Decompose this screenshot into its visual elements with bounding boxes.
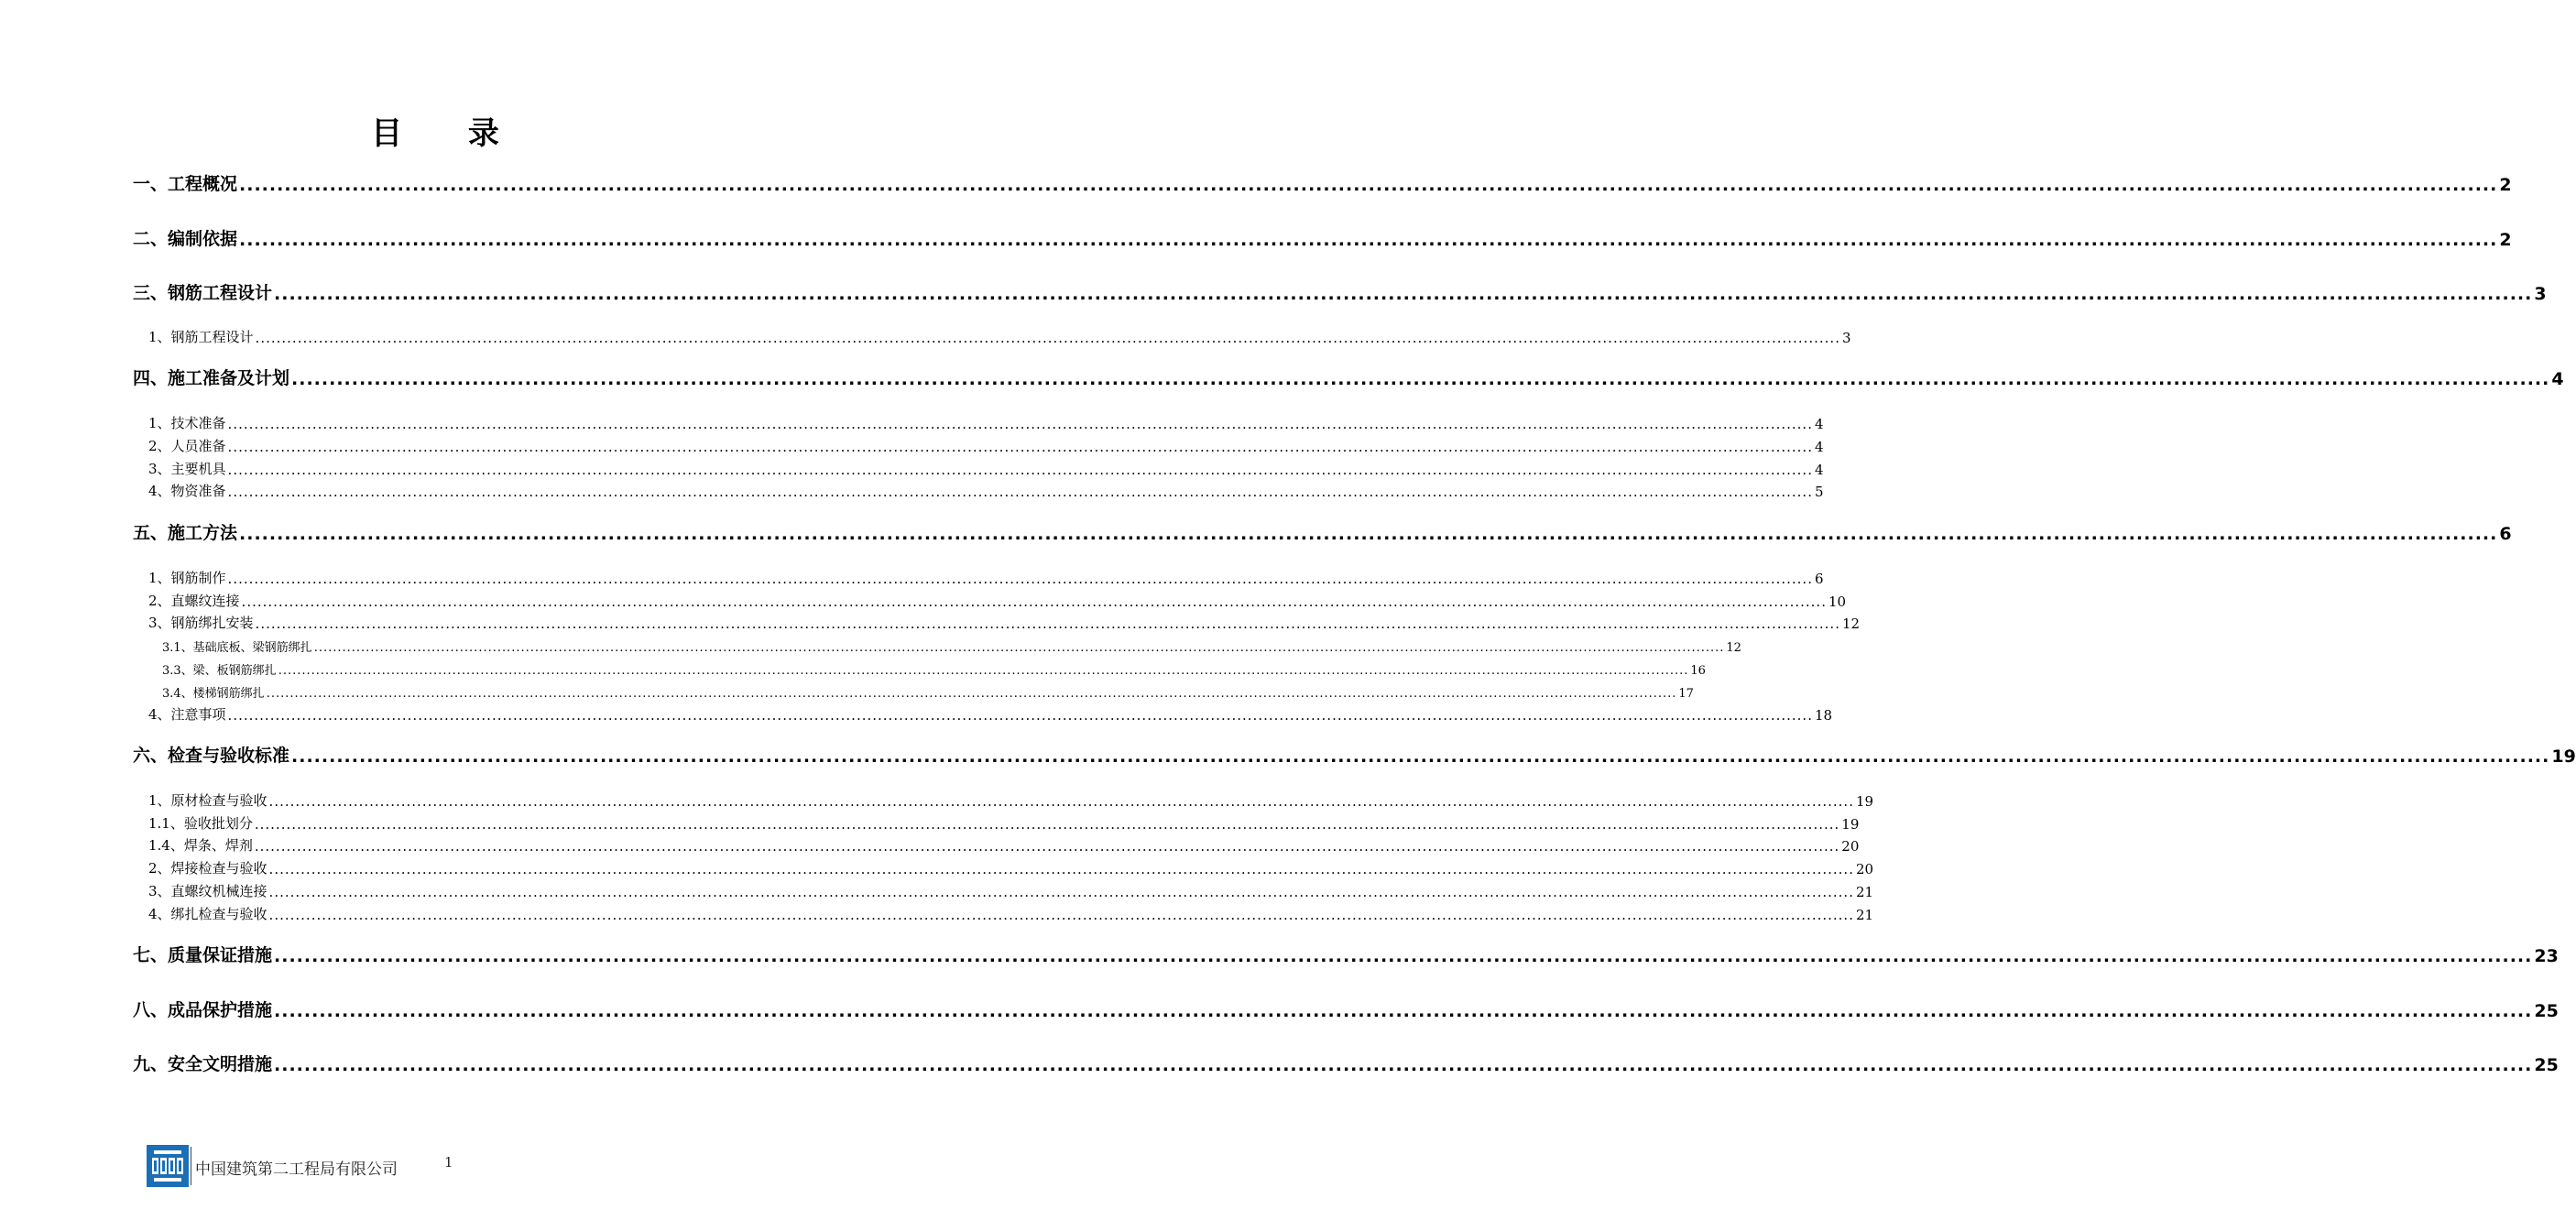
toc-entry-label: 4、注意事项 — [148, 706, 226, 723]
toc-leader-dots: ............................................................................................................................................................................................................................................................................................................ — [291, 746, 2550, 767]
toc-entry-label: 九、安全文明措施 — [133, 1054, 273, 1074]
toc-entry-page: 17 — [1678, 687, 1694, 701]
toc-leader-dots: ............................................................................................................................................................................................................................................................................................................ — [254, 816, 1840, 833]
toc-entry-page: 18 — [1814, 707, 1833, 724]
footer-company-name: 中国建筑第二工程局有限公司 — [195, 1160, 398, 1179]
toc-entry-page: 25 — [2534, 1001, 2559, 1021]
toc-leader-dots: ............................................................................................................................................................................................................................................................................................................ — [254, 838, 1840, 855]
toc-leader-dots: ............................................................................................................................................................................................................................................................................................................ — [227, 439, 1813, 455]
toc-entry-page: 3 — [2534, 284, 2547, 304]
toc-entry[interactable] — [133, 226, 2512, 250]
toc-entry[interactable] — [148, 877, 1874, 900]
toc-entry[interactable] — [148, 854, 1874, 877]
toc-leader-dots: ............................................................................................................................................................................................................................................................................................................ — [268, 861, 1854, 877]
toc-leader-dots: ............................................................................................................................................................................................................................................................................................................ — [227, 707, 1813, 724]
toc-entry-label: 七、质量保证措施 — [133, 945, 273, 965]
toc-entry-label: 3、主要机具 — [148, 461, 226, 477]
toc-leader-dots: ............................................................................................................................................................................................................................................................................................................ — [266, 687, 1677, 701]
toc-entry-label: 六、检查与验收标准 — [133, 746, 290, 766]
toc-leader-dots: ............................................................................................................................................................................................................................................................................................................ — [268, 793, 1854, 810]
toc-entry[interactable] — [148, 454, 1824, 478]
toc-entry[interactable] — [162, 654, 1706, 678]
toc-entry-label: 二、编制依据 — [133, 229, 238, 249]
toc-entry-label: 一、工程概况 — [133, 174, 238, 194]
toc-entry[interactable] — [148, 700, 1833, 724]
toc-entry-page: 4 — [1814, 416, 1824, 432]
toc-entry-page: 20 — [1855, 861, 1874, 877]
toc-entry[interactable] — [133, 520, 2512, 544]
toc-entry[interactable] — [162, 631, 1741, 655]
toc-entry[interactable] — [162, 677, 1694, 701]
toc-entry[interactable] — [148, 899, 1874, 923]
toc-entry-page: 20 — [1841, 838, 1860, 855]
toc-entry-label: 1、技术准备 — [148, 415, 226, 431]
toc-entry-page: 2 — [2499, 230, 2512, 250]
footer-page-number: 1 — [444, 1154, 453, 1171]
toc-entry-label: 2、焊接检查与验收 — [148, 860, 267, 877]
toc-leader-dots: ............................................................................................................................................................................................................................................................................................................ — [278, 664, 1689, 678]
toc-entry-page: 16 — [1690, 664, 1706, 678]
toc-entry-label: 四、施工准备及计划 — [133, 368, 290, 388]
toc-leader-dots: ............................................................................................................................................................................................................................................................................................................ — [239, 230, 2498, 250]
toc-leader-dots: ............................................................................................................................................................................................................................................................................................................ — [291, 369, 2550, 389]
toc-entry[interactable] — [133, 942, 2559, 966]
toc-entry-label: 1、原材检查与验收 — [148, 792, 267, 809]
toc-entry-page: 25 — [2534, 1055, 2559, 1075]
toc-leader-dots: ............................................................................................................................................................................................................................................................................................................ — [255, 330, 1840, 346]
toc-entry[interactable] — [148, 476, 1824, 500]
toc-leader-dots: ............................................................................................................................................................................................................................................................................................................ — [274, 1055, 2533, 1075]
toc-entry-page: 4 — [2551, 369, 2564, 389]
toc-entry-page: 12 — [1841, 616, 1861, 632]
toc-entry-label: 4、绑扎检查与验收 — [148, 906, 267, 922]
toc-entry-label: 3.1、基础底板、梁钢筋绑扎 — [162, 641, 312, 655]
toc-entry-page: 19 — [1855, 793, 1874, 810]
toc-entry[interactable] — [148, 608, 1861, 632]
toc-entry-page: 2 — [2499, 175, 2512, 195]
toc-entry-label: 3、钢筋绑扎安装 — [148, 615, 254, 631]
toc-entry-page: 10 — [1828, 594, 1847, 610]
toc-entry-page: 23 — [2534, 946, 2559, 966]
toc-entry[interactable] — [133, 743, 2576, 767]
toc-leader-dots: ............................................................................................................................................................................................................................................................................................................ — [274, 946, 2533, 966]
toc-leader-dots: ............................................................................................................................................................................................................................................................................................................ — [268, 907, 1854, 923]
toc-entry[interactable] — [148, 563, 1824, 587]
page-title: 目 录 — [371, 115, 527, 152]
toc-entry[interactable] — [148, 586, 1847, 610]
toc-entry-label: 1、钢筋工程设计 — [148, 329, 254, 345]
toc-entry[interactable] — [133, 280, 2547, 304]
toc-entry-page: 19 — [2551, 746, 2576, 767]
toc-entry[interactable] — [133, 997, 2559, 1021]
toc-entry-page: 21 — [1855, 884, 1874, 900]
toc-entry[interactable] — [148, 431, 1824, 455]
toc-leader-dots: ............................................................................................................................................................................................................................................................................................................ — [227, 571, 1813, 587]
toc-leader-dots: ............................................................................................................................................................................................................................................................................................................ — [227, 462, 1813, 478]
toc-leader-dots: ............................................................................................................................................................................................................................................................................................................ — [313, 641, 1725, 655]
toc-entry-label: 1.4、焊条、焊剂 — [148, 837, 253, 854]
toc-entry-label: 五、施工方法 — [133, 523, 238, 543]
toc-entry-page: 19 — [1841, 816, 1860, 833]
toc-leader-dots: ............................................................................................................................................................................................................................................................................................................ — [227, 416, 1813, 432]
toc-leader-dots: ............................................................................................................................................................................................................................................................................................................ — [239, 175, 2498, 195]
toc-entry-page: 3 — [1841, 330, 1851, 346]
toc-entry-page: 6 — [1814, 571, 1824, 587]
toc-entry-label: 1.1、验收批划分 — [148, 815, 253, 832]
toc-entry[interactable] — [148, 831, 1860, 855]
toc-entry-label: 4、物资准备 — [148, 483, 226, 499]
toc-entry-page: 5 — [1814, 484, 1824, 500]
toc-entry-label: 八、成品保护措施 — [133, 1000, 273, 1020]
toc-entry[interactable] — [133, 365, 2564, 389]
toc-entry-label: 三、钢筋工程设计 — [133, 283, 273, 303]
toc-entry-page: 21 — [1855, 907, 1874, 923]
toc-entry-page: 4 — [1814, 462, 1824, 478]
toc-leader-dots: ............................................................................................................................................................................................................................................................................................................ — [268, 884, 1854, 900]
toc-entry[interactable] — [133, 1051, 2559, 1075]
cscec-logo-icon — [147, 1145, 189, 1187]
toc-entry-page: 4 — [1814, 439, 1824, 455]
toc-leader-dots: ............................................................................................................................................................................................................................................................................................................ — [274, 1001, 2533, 1021]
toc-entry-label: 1、钢筋制作 — [148, 570, 226, 586]
toc-entry[interactable] — [148, 322, 1851, 346]
toc-entry-page: 6 — [2499, 524, 2512, 544]
toc-entry-label: 3.3、梁、板钢筋绑扎 — [162, 664, 277, 678]
toc-entry[interactable] — [148, 786, 1874, 810]
toc-leader-dots: ............................................................................................................................................................................................................................................................................................................ — [255, 616, 1840, 632]
toc-leader-dots: ............................................................................................................................................................................................................................................................................................................ — [241, 594, 1827, 610]
toc-entry[interactable] — [148, 809, 1860, 833]
toc-entry-label: 2、人员准备 — [148, 438, 226, 454]
toc-entry-label: 3.4、楼梯钢筋绑扎 — [162, 687, 265, 701]
toc-entry-label: 3、直螺纹机械连接 — [148, 883, 267, 899]
toc-entry[interactable] — [148, 409, 1824, 432]
toc-leader-dots: ............................................................................................................................................................................................................................................................................................................ — [274, 284, 2533, 304]
toc-entry-page: 12 — [1726, 641, 1741, 655]
toc-leader-dots: ............................................................................................................................................................................................................................................................................................................ — [227, 484, 1813, 500]
toc-leader-dots: ............................................................................................................................................................................................................................................................................................................ — [239, 524, 2498, 544]
toc-entry-label: 2、直螺纹连接 — [148, 593, 240, 609]
toc-entry[interactable] — [133, 171, 2512, 195]
